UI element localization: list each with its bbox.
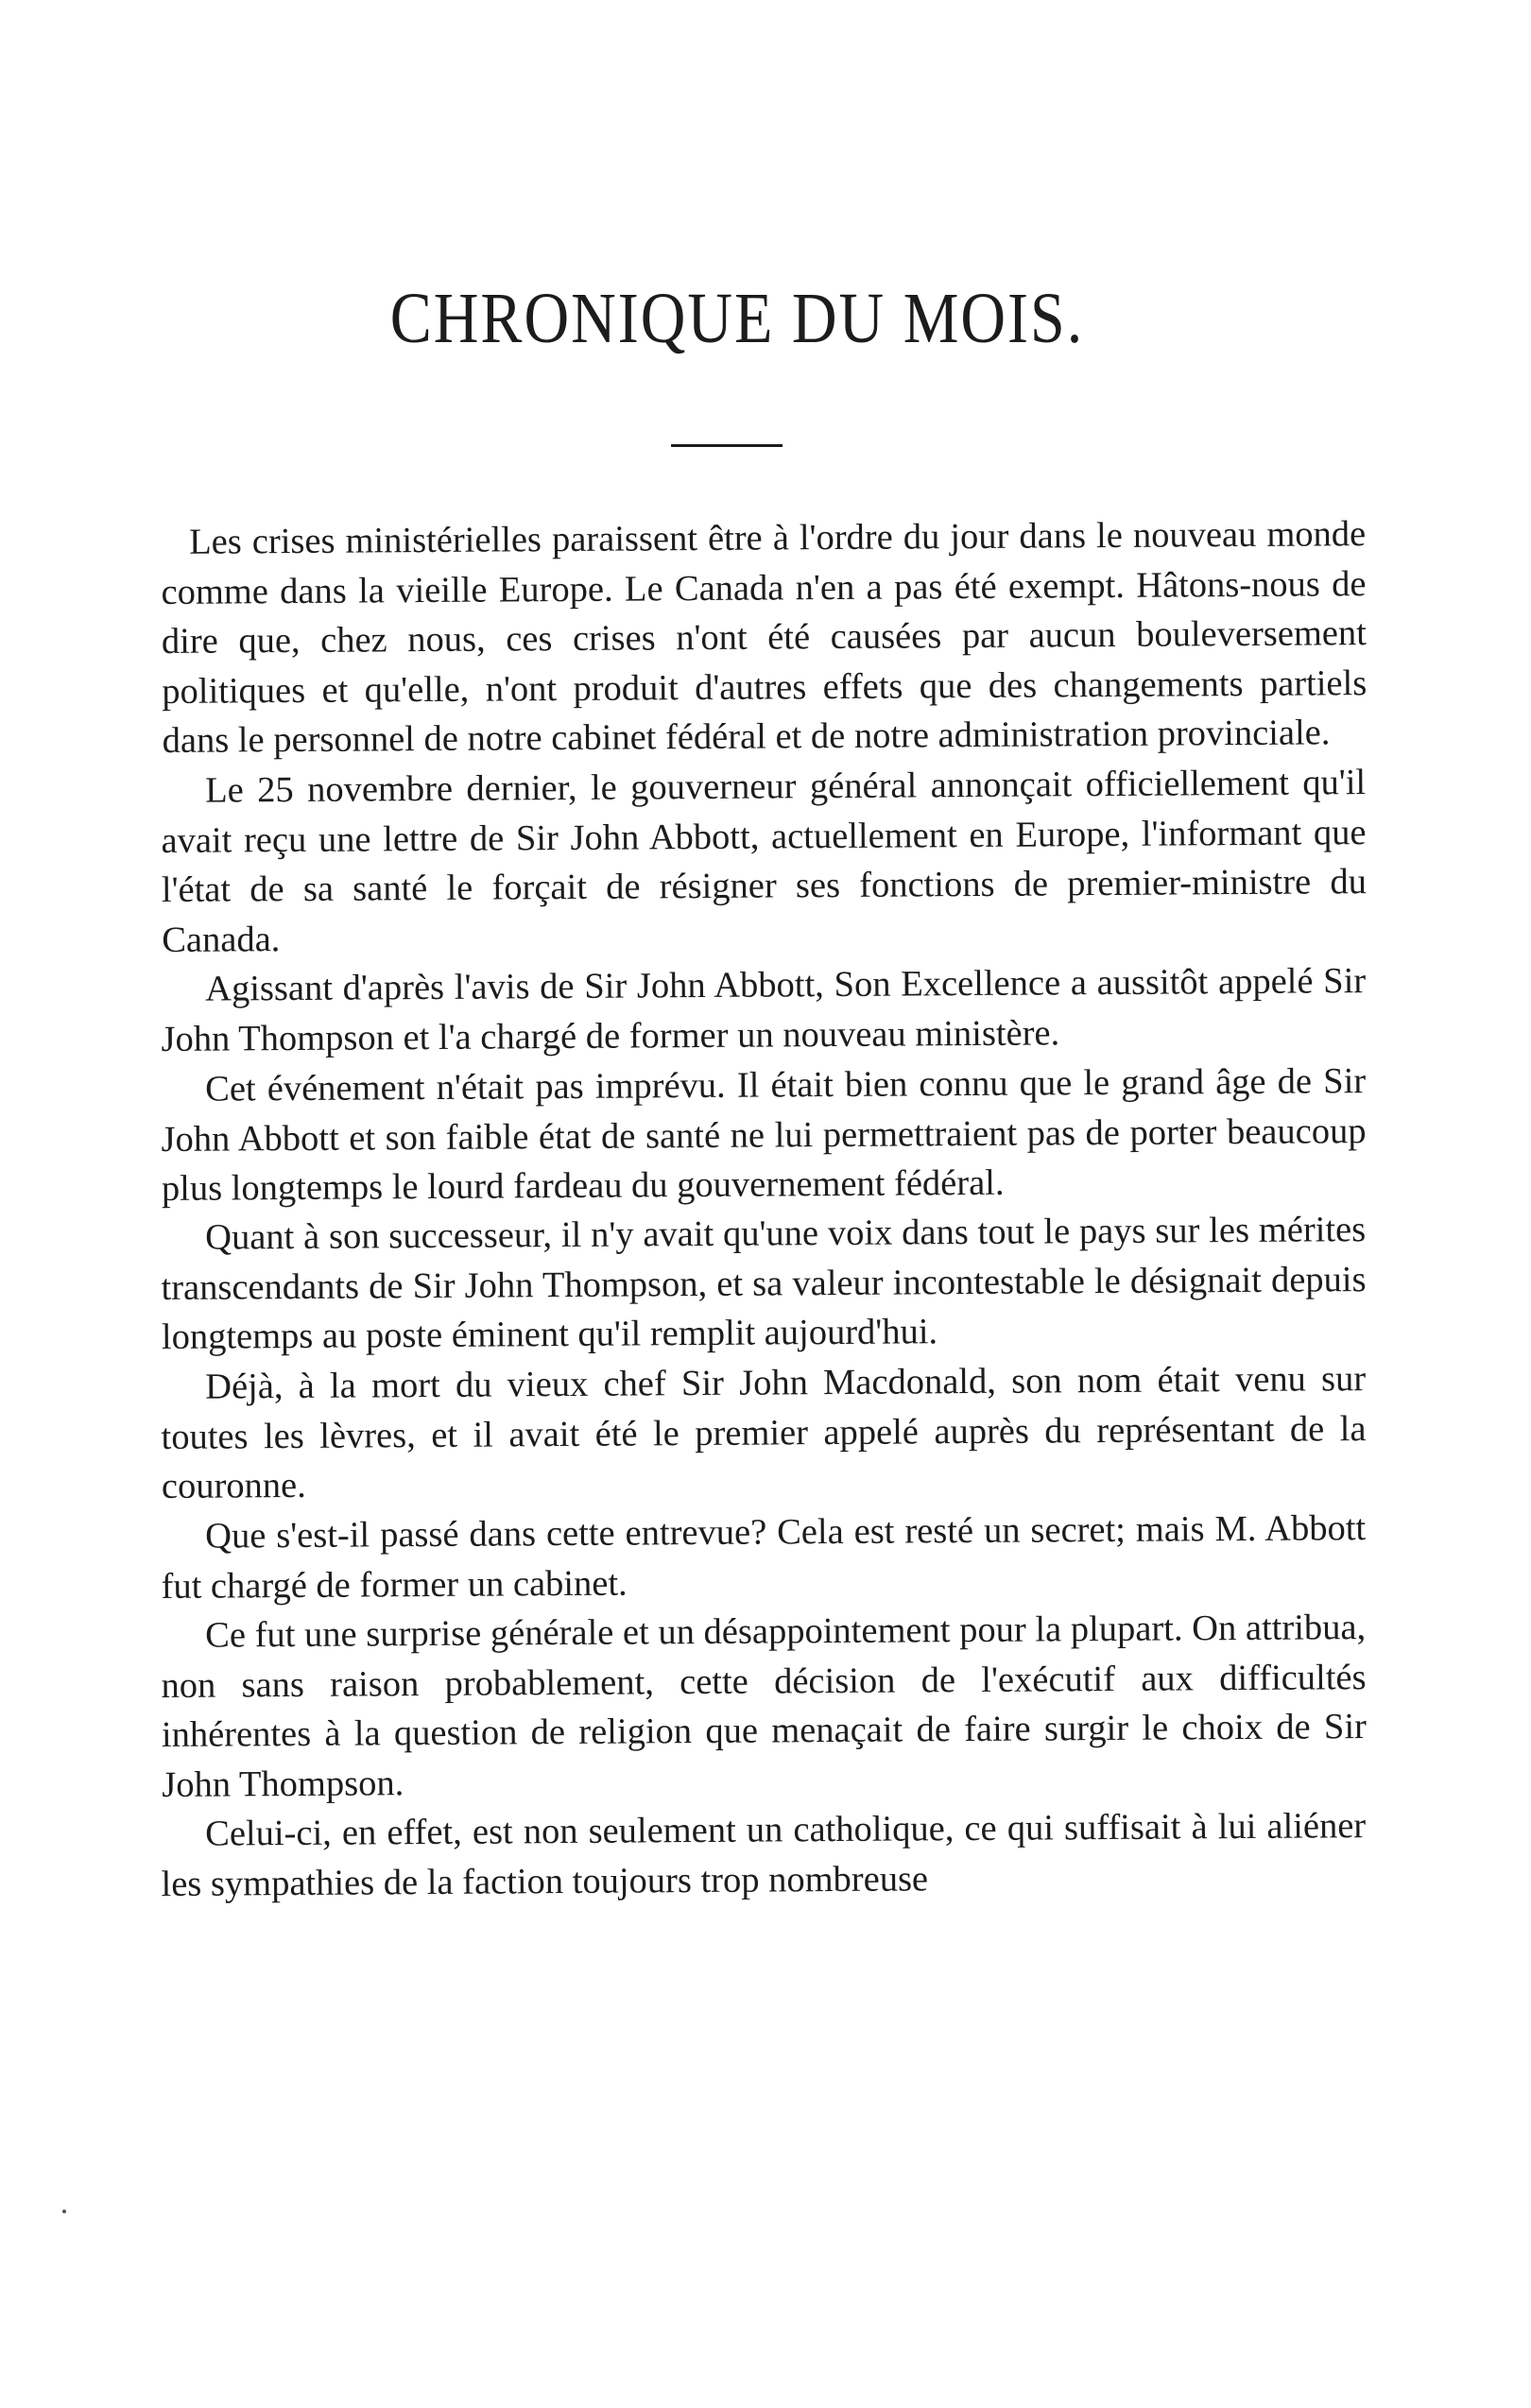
paragraph: Que s'est-il passé dans cette entrevue? Cela est resté un secret; mais M. Abbott fut chargé de former un cabinet. xyxy=(161,1507,1367,1607)
paragraph: Quant à son successeur, il n'y avait qu'une voix dans tout le pays sur les mérites transcendants de Sir John Thompson, et sa valeur incontestable le désignait depuis longtemps au poste éminent qu'il remplit aujourd'hui. xyxy=(161,1210,1367,1358)
print-speck xyxy=(62,2210,66,2213)
article-body xyxy=(161,514,1368,1910)
paragraph: Cet événement n'était pas imprévu. Il était bien connu que le grand âge de Sir John Abbott et son faible état de santé ne lui permettraient pas de porter beaucoup plus longtemps le lourd fardeau du gouvernement fédéral. xyxy=(161,1060,1367,1209)
paragraph: Agissant d'après l'avis de Sir John Abbott, Son Excellence a aussitôt appelé Sir John Thompson et l'a chargé de former un nouveau ministère. xyxy=(161,961,1367,1059)
paragraph: Les crises ministérielles paraissent être à l'ordre du jour dans le nouveau monde comme dans la vieille Europe. Le Canada n'en a pas été exempt. Hâtons-nous de dire que, chez nous, ces crises n'ont été causées par aucun bouleversement politiques et qu'elle, n'ont produit d'autres effets que des changements partiels dans le personnel de notre cabinet fédéral et de notre administration provinciale. xyxy=(161,514,1368,762)
paragraph: Déjà, à la mort du vieux chef Sir John Macdonald, son nom était venu sur toutes les lèvres, et il avait été le premier appelé auprès du représentant de la couronne. xyxy=(161,1359,1367,1507)
paragraph: Celui-ci, en effet, est non seulement un catholique, ce qui suffisait à lui aliéner les sympathies de la faction toujours trop nombreuse xyxy=(161,1806,1367,1905)
paragraph: Le 25 novembre dernier, le gouverneur général annonçait officiellement qu'il avait reçu une lettre de Sir John Abbott, actuellement en Europe, l'informant que l'état de sa santé le forçait de résigner ses fonctions de premier-ministre du Canada. xyxy=(161,763,1368,960)
title-rule xyxy=(671,444,783,447)
paragraph: Ce fut une surprise générale et un désappointement pour la plupart. On attribua, non sans raison probablement, cette décision de l'exécutif aux difficultés inhérentes à la question de religion que menaçait de faire surgir le choix de Sir John Thompson. xyxy=(161,1608,1368,1805)
page-title: CHRONIQUE DU MOIS. xyxy=(389,279,1085,359)
